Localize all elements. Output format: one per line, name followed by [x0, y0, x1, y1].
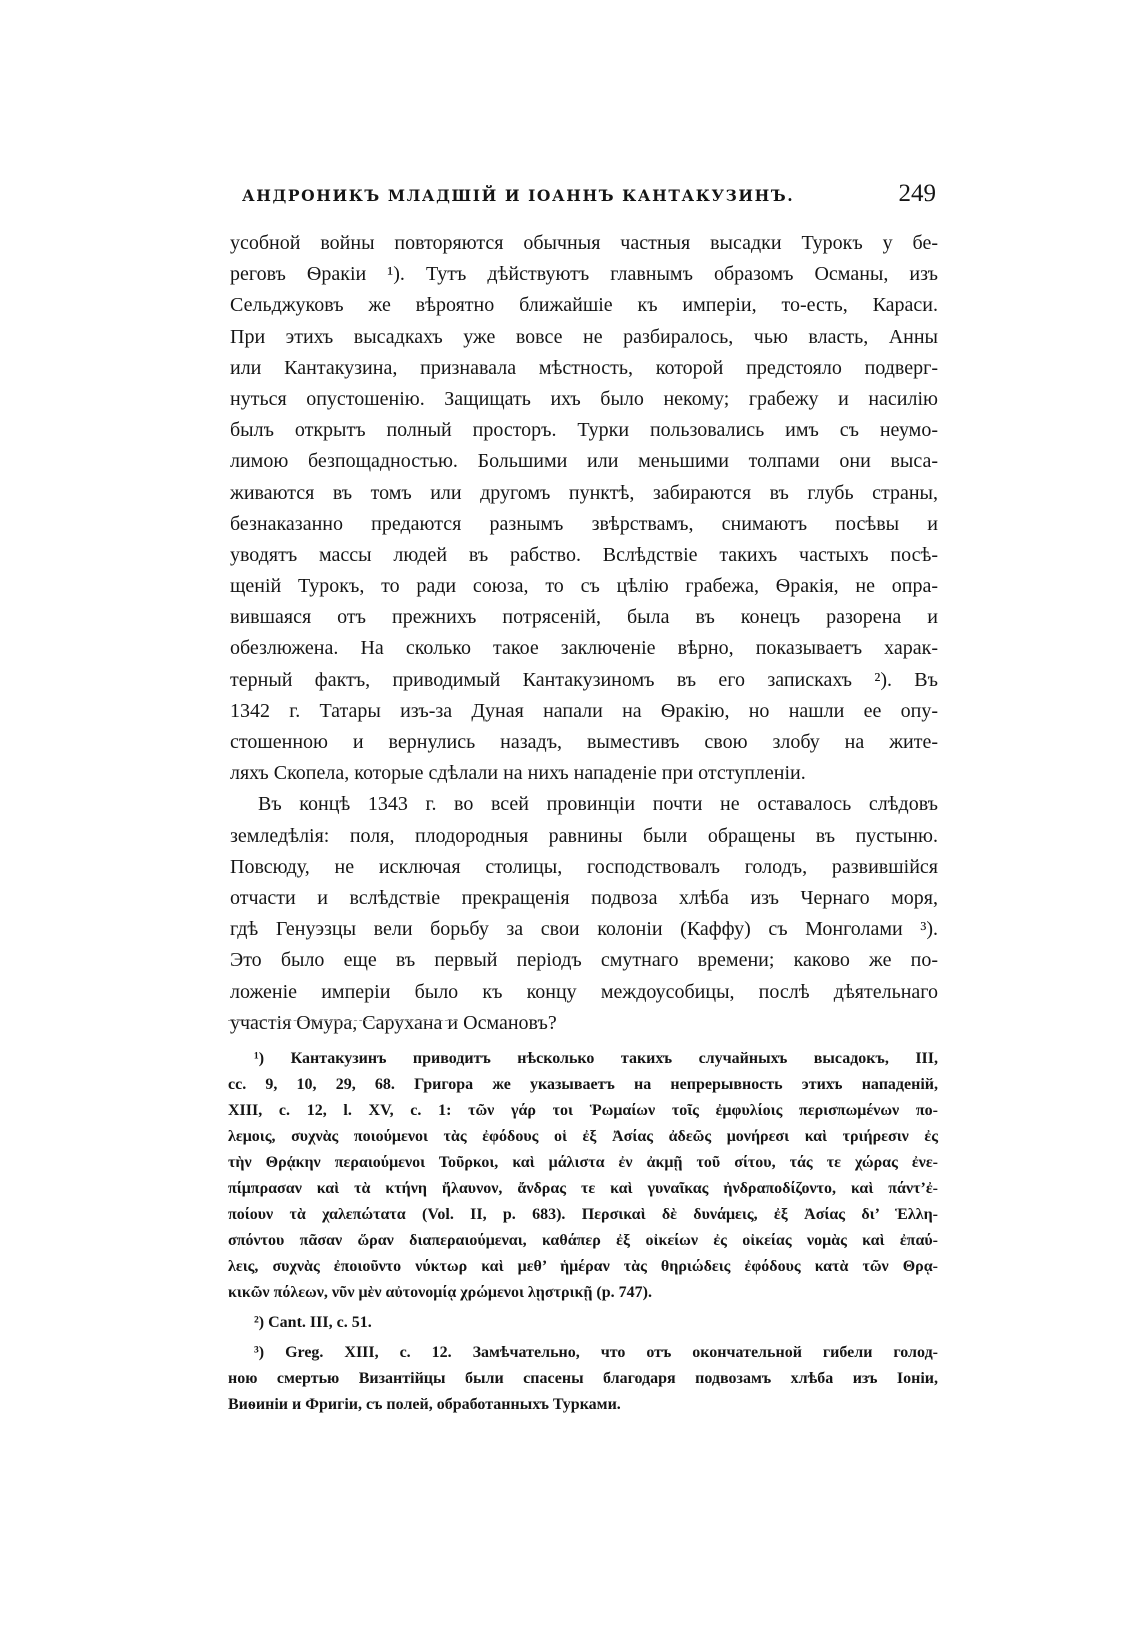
text-line: При этихъ высадкахъ уже вовсе не разбиралось, чью власть, Анны [230, 325, 938, 348]
text-line: щеній Турокъ, то ради союза, то съ цѣлію грабежа, Ѳракія, не опра- [230, 575, 938, 598]
text-line: уводятъ массы людей въ рабство. Вслѣдствіе такихъ частыхъ посѣ- [230, 543, 938, 566]
footnote-line: λεμοις, συχνὰς ποιούμενοι τὰς ἐφόδους οἱ ἐξ Ἀσίας ἀδεῶς μονήρεσι καὶ τριήρεσιν ἐς [228, 1128, 938, 1145]
main-text [230, 228, 938, 1039]
footnote-line: ³) Greg. XIII, с. 12. Замѣчательно, что отъ окончательной гибели голод- [254, 1344, 938, 1361]
text-line: безнаказанно предаются разнымъ звѣрствамъ, снимаютъ посѣвы и [230, 512, 938, 535]
text-line: или Кантакузина, признавала мѣстность, которой предстояло подверг- [230, 356, 938, 379]
footnote-line: Виѳиніи и Фригіи, съ полей, обработанныхъ Турками. [228, 1396, 621, 1413]
text-line: отчасти и вслѣдствіе прекращенія подвоза хлѣба изъ Чернаго моря, [230, 886, 938, 909]
footnote-line: ποίουν τὰ χαλεπώτατα (Vol. II, p. 683). Περσικαὶ δὲ δυνάμεις, ἐξ Ἀσίας δι’ Ἑλλη- [228, 1206, 938, 1223]
footnote-line: τὴν Θρᾴκην περαιούμενοι Τοῦρκοι, καὶ μάλιστα ἐν ἀκμῇ τοῦ σίτου, τάς τε χώρας ἐνε- [228, 1154, 938, 1171]
footnote-line: сс. 9, 10, 29, 68. Григора же указываетъ на непрерывность этихъ нападеній, [228, 1076, 938, 1093]
text-line: усобной войны повторяются обычныя частныя высадки Турокъ у бе- [230, 232, 938, 254]
text-line: Повсюду, не исключая столицы, господствовалъ голодъ, развившійся [230, 855, 938, 878]
footnote-line: XIII, с. 12, l. XV, с. 1: τῶν γάρ τοι Ῥωμαίων τοῖς ἐμφυλίοις περισπωμένων πο- [228, 1102, 938, 1119]
text-line: земледѣлія: поля, плодородныя равнины были обращены въ пустыню. [230, 824, 938, 847]
page-header [242, 180, 936, 214]
text-line: лимою безпощадностью. Большими или меньшими толпами они выса- [230, 450, 938, 473]
text-line: реговъ Ѳракіи ¹). Тутъ дѣйствуютъ главнымъ образомъ Османы, изъ [230, 263, 938, 286]
text-line: Въ концѣ 1343 г. во всей провинціи почти не оставалось слѣдовъ [258, 793, 938, 816]
text-line: обезлюжена. На сколько такое заключеніе вѣрно, показываетъ харак- [230, 637, 938, 660]
text-line: живаются въ томъ или другомъ пунктѣ, забираются въ глубь страны, [230, 481, 938, 504]
text-line: ляхъ Скопела, которые сдѣлали на нихъ нападеніе при отступленіи. [230, 762, 806, 785]
footnote-divider [228, 1020, 458, 1021]
running-title: АНДРОНИКЪ МЛАДШІЙ И ІОАННЪ КАНТАКУЗИНЪ. [242, 186, 795, 205]
text-line: гдѣ Генуэзцы вели борьбу за свои колоніи (Каффу) съ Монголами ³). [230, 918, 938, 941]
footnotes [228, 1046, 938, 1418]
footnote-line: σπόντου πᾶσαν ὥραν διαπεραιούμεναι, καθάπερ ἐξ οἰκείων ἐς οἰκείας νομὰς καὶ ἐπαύ- [228, 1232, 938, 1249]
text-line: терный фактъ, приводимый Кантакузиномъ въ его запискахъ ²). Въ [230, 668, 938, 691]
footnote-line: ¹) Кантакузинъ приводитъ нѣсколько такихъ случайныхъ высадокъ, III, [254, 1050, 938, 1067]
text-line: вившаяся отъ прежнихъ потрясеній, была въ конецъ разорена и [230, 606, 938, 629]
text-line: Сельджуковъ же вѣроятно ближайшіе къ имперіи, то-есть, Караси. [230, 294, 938, 317]
page-number: 249 [898, 180, 936, 207]
footnote-line: κικῶν πόλεων, νῦν μὲν αὐτονομίᾳ χρώμενοι λῃστρικῇ (p. 747). [228, 1284, 652, 1301]
text-line: ложеніе имперіи было къ концу междоусобицы, послѣ дѣятельнаго [230, 980, 938, 1003]
footnote-line: λεις, συχνὰς ἐποιοῦντο νύκτωρ καὶ μεθ’ ἡμέραν τὰς θηριώδεις ἐφόδους κατὰ τῶν Θρᾳ- [228, 1258, 938, 1275]
text-line: нуться опустошенію. Защищать ихъ было некому; грабежу и насилію [230, 387, 938, 410]
text-line: Это было еще въ первый періодъ смутнаго времени; каково же по- [230, 949, 938, 972]
text-line: 1342 г. Татары изъ-за Дуная напали на Ѳракію, но нашли ее опу- [230, 699, 938, 722]
text-line: участія Омура, Саруханa и Османовъ? [230, 1011, 557, 1034]
footnote-line: πίμπρασαν καὶ τὰ κτήνη ἤλαυνον, ἄνδρας τε καὶ γυναῖκας ἠνδραποδίζοντο, καὶ πάντ’ἐ- [228, 1180, 938, 1197]
text-line: стошенною и вернулись назадъ, выместивъ свою злобу на жите- [230, 731, 938, 753]
footnote-line: ною смертью Византійцы были спасены благодаря подвозамъ хлѣба изъ Іоніи, [228, 1370, 938, 1387]
text-line: былъ открытъ полный просторъ. Турки пользовались имъ съ неумо- [230, 419, 938, 442]
footnote-line: ²) Cant. III, с. 51. [254, 1314, 372, 1331]
